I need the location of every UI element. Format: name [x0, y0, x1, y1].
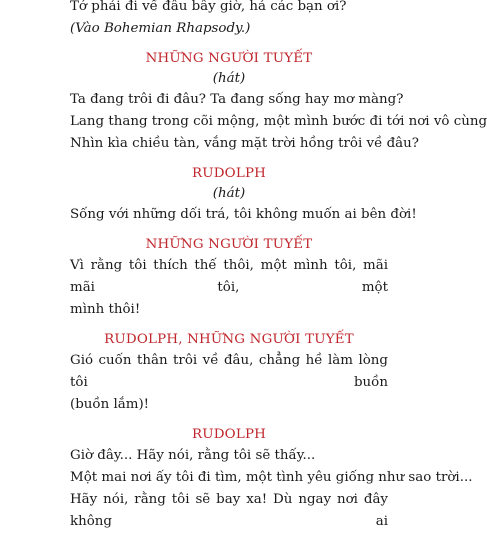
dialogue-line: mình thôi! — [70, 302, 141, 317]
dialogue-line: Sống với những dối trá, tôi không muốn ai bên đời! — [70, 207, 417, 222]
speaker-name: NHỮNG NGƯỜI TUYẾT — [145, 51, 313, 66]
script-content — [70, 0, 487, 533]
dialogue-line: Tớ phải đi về đâu bây giờ, hả các bạn ơi? — [70, 0, 347, 14]
speaker-name: RUDOLPH, NHỮNG NGƯỜI TUYẾT — [104, 332, 354, 347]
dialogue-line: Giờ đây... Hãy nói, rằng tôi sẽ thấy... — [70, 448, 316, 463]
dialogue-line: Nhìn kìa chiều tàn, vắng mặt trời hồng trôi về đâu? — [70, 136, 419, 151]
dialogue-line: Vì rằng tôi thích thế thôi, một mình tôi, mãi mãi tôi, một — [70, 258, 388, 295]
dialogue-line: Gió cuốn thân trôi về đâu, chẳng hề làm lòng tôi buồn — [70, 353, 388, 390]
dialogue-line: (buồn lắm)! — [70, 397, 150, 412]
dialogue-paragraph — [70, 350, 388, 416]
dialogue-line: Ta đang trôi đi đâu? Ta đang sống hay mơ màng? — [70, 92, 404, 107]
performance-direction: (hát) — [212, 186, 246, 201]
performance-direction: (hát) — [212, 71, 246, 86]
dialogue-paragraph — [70, 489, 388, 533]
dialogue-paragraph — [70, 255, 388, 321]
dialogue-line: Hãy nói, rằng tôi sẽ bay xa! Dù ngay nơi đây không ai — [70, 492, 388, 529]
dialogue-line: Một mai nơi ấy tôi đi tìm, một tình yêu giống như sao trời... — [70, 470, 473, 485]
speaker-name: RUDOLPH — [191, 427, 267, 442]
speaker-name: RUDOLPH — [191, 166, 267, 181]
stage-direction: (Vào Bohemian Rhapsody.) — [70, 21, 251, 36]
speaker-name: NHỮNG NGƯỜI TUYẾT — [145, 237, 313, 252]
dialogue-line: Lang thang trong cõi mộng, một mình bước đi tới nơi vô cùng — [70, 114, 487, 129]
